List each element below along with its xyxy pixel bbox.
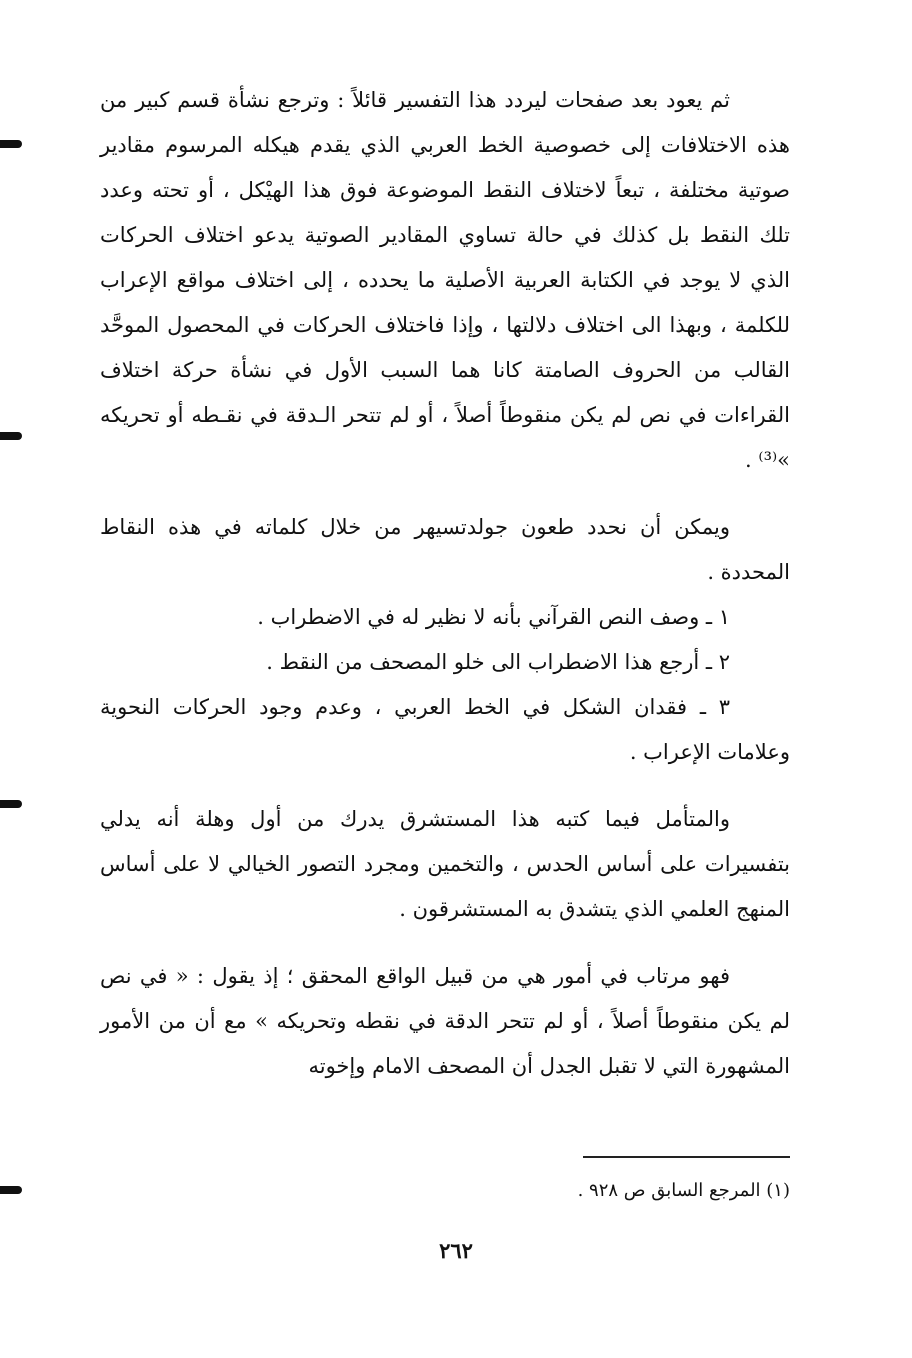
paragraph-gap	[100, 775, 790, 797]
paragraph-gap	[100, 483, 790, 505]
list-item-2: ٢ ـ أرجع هذا الاضطراب الى خلو المصحف من النقط .	[266, 650, 730, 674]
paragraph-doubt: فهو مرتاب في أمور هي من قبيل الواقع المحقق ؛ إذ يقول : « في نص لم يكن منقوطاً أصلاً ، أو لم تتحر الدقة في نقطه وتحريكه » مع أن من الأمور المشهورة التي لا تقبل الجدل أن المصحف الامام وإخوته	[100, 964, 790, 1078]
list-item-3: ٣ ـ فقدان الشكل في الخط العربي ، وعدم وجود الحركات النحوية وعلامات الإعراب .	[100, 695, 790, 764]
binding-mark	[0, 1186, 22, 1194]
paragraph-intro-points: ويمكن أن نحدد طعون جولدتسيهر من خلال كلماته في هذه النقاط المحددة .	[100, 515, 790, 584]
list-item-1: ١ ـ وصف النص القرآني بأنه لا نظير له في الاضطراب .	[257, 605, 730, 629]
page-body	[100, 78, 790, 1278]
binding-mark	[0, 140, 22, 148]
footnote-divider	[583, 1156, 790, 1158]
binding-mark	[0, 432, 22, 440]
footnote: (١) المرجع السابق ص ٩٢٨ .	[577, 1180, 790, 1201]
page-number: ٢٦٢	[439, 1238, 473, 1263]
paragraph-gap	[100, 932, 790, 954]
paragraph-critique: والمتأمل فيما كتبه هذا المستشرق يدرك من أول وهلة أنه يدلي بتفسيرات على أساس الحدس ، والتخمين ومجرد التصور الخيالي لا على أساس المنهج العلمي الذي يتشدق به المستشرقون .	[100, 807, 790, 921]
binding-mark	[0, 800, 22, 808]
paragraph-quote: ثم يعود بعد صفحات ليردد هذا التفسير قائلاً : وترجع نشأة قسم كبير من هذه الاختلافات إلى خصوصية الخط العربي الذي يقدم هيكله المرسوم مقادير صوتية مختلفة ، تبعاً لاختلاف النقط الموضوعة فوق هذا الهيْكل ، أو تحته وعدد تلك النقط بل كذلك في حالة تساوي المقادير الصوتية يدعو اختلاف الحركات الذي لا يوجد في الكتابة العربية الأصلية ما يحدده ، إلى اختلاف مواقع الإعراب للكلمة ، وبهذا الى اختلاف دلالتها ، وإذا فاختلاف الحركات في المحصول الموحَّد القالب من الحروف الصامتة كانا هما السبب الأول في نشأة حركة اختلاف القراءات في نص لم يكن منقوطاً أصلاً ، أو لم تتحر الـدقة في نقـطه أو تحريكه »⁽³⁾ .	[100, 88, 790, 472]
